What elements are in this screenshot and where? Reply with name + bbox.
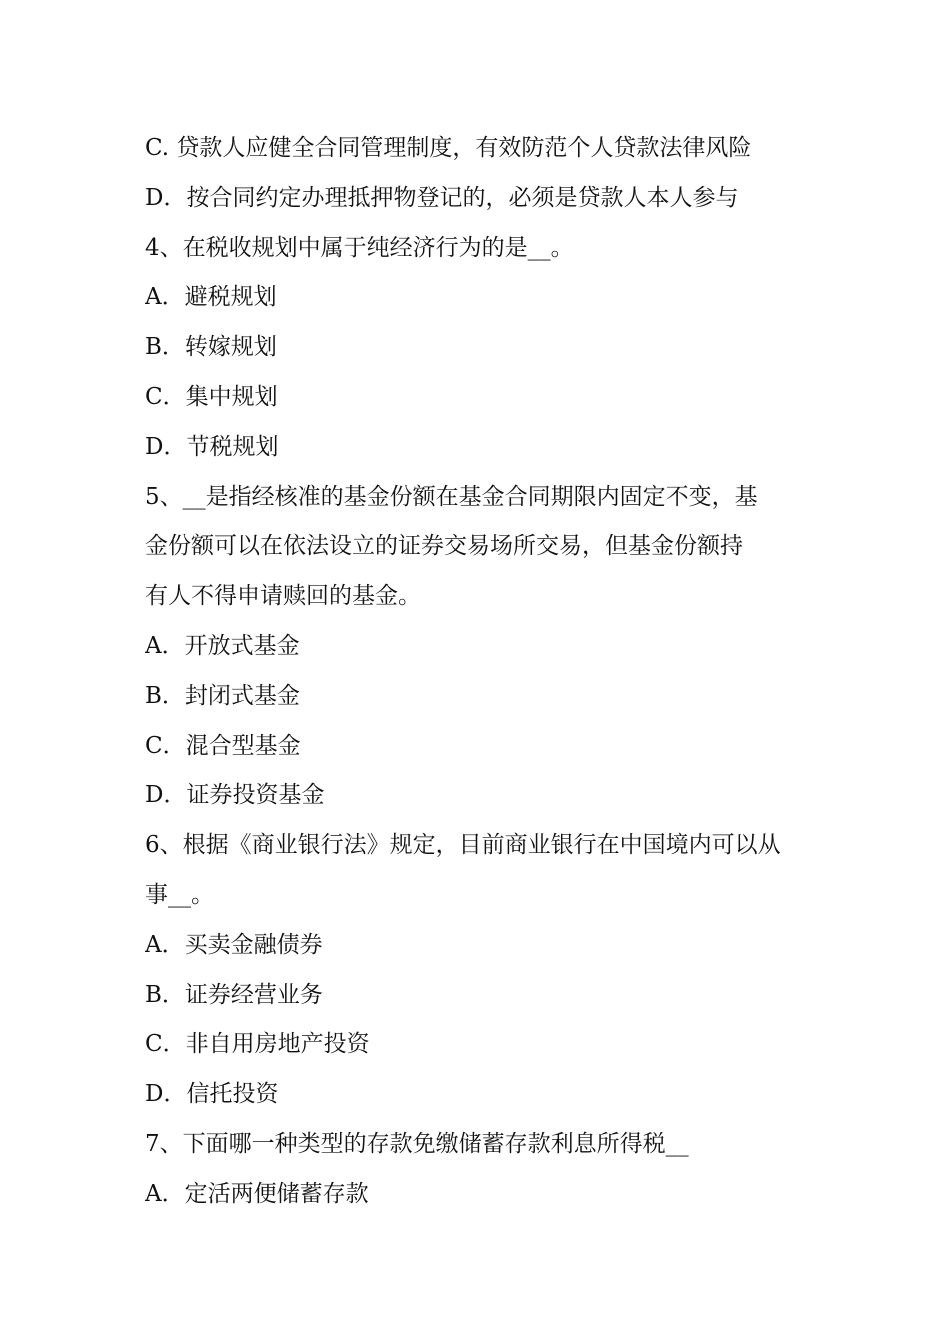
option-a-q4: A．避税规划 <box>145 284 277 311</box>
question-6-line-1: 6、根据《商业银行法》规定，目前商业银行在中国境内可以从 <box>145 832 781 859</box>
option-c-q3: C. 贷款人应健全合同管理制度，有效防范个人贷款法律风险 <box>145 135 752 161</box>
option-a-q6: A．买卖金融债券 <box>145 931 323 958</box>
option-d-q6: D．信托投资 <box>145 1081 279 1108</box>
option-a-q5: A．开放式基金 <box>145 632 300 659</box>
document-body <box>145 124 810 1220</box>
question-7: 7、下面哪一种类型的存款免缴储蓄存款利息所得税__ <box>145 1130 689 1157</box>
option-b-q6: B．证券经营业务 <box>145 981 323 1008</box>
question-5-line-2: 金份额可以在依法设立的证券交易场所交易，但基金份额持 <box>145 533 743 560</box>
question-5-line-3: 有人不得申请赎回的基金。 <box>145 583 421 610</box>
option-c-q6: C．非自用房地产投资 <box>145 1031 370 1058</box>
question-5-line-1: 5、__是指经核准的基金份额在基金合同期限内固定不变，基 <box>145 483 758 510</box>
question-6-line-2: 事__。 <box>145 881 214 908</box>
option-d-q3: D．按合同约定办理抵押物登记的，必须是贷款人本人参与 <box>145 184 739 211</box>
option-a-q7: A．定活两便储蓄存款 <box>145 1180 369 1207</box>
option-d-q4: D．节税规划 <box>145 433 279 460</box>
question-4: 4、在税收规划中属于纯经济行为的是__。 <box>145 234 574 261</box>
option-c-q5: C．混合型基金 <box>145 732 301 759</box>
option-b-q4: B．转嫁规划 <box>145 334 277 361</box>
option-c-q4: C．集中规划 <box>145 383 278 410</box>
option-b-q5: B．封闭式基金 <box>145 682 300 709</box>
option-d-q5: D．证券投资基金 <box>145 782 325 809</box>
